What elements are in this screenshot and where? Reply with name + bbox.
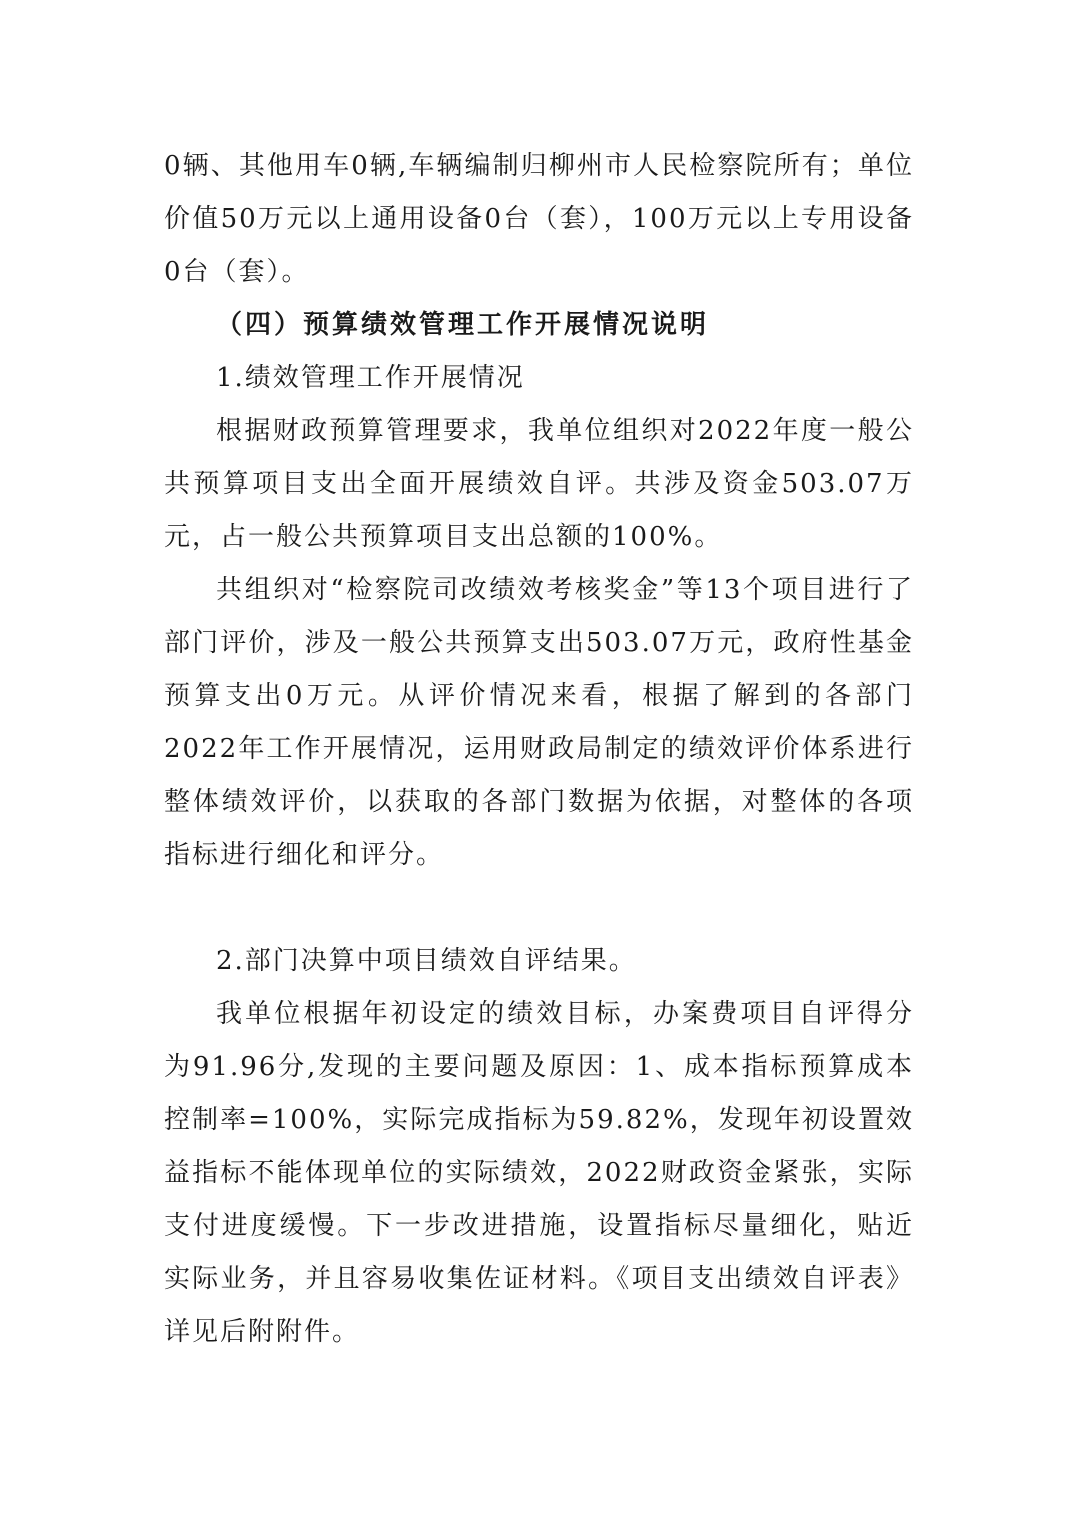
section-heading: （四）预算绩效管理工作开展情况说明 xyxy=(216,310,710,340)
subsection-1-paragraph-1: 根据财政预算管理要求，我单位组织对2022年度一般公共预算项目支出全面开展绩效自评。共涉及资金503.07万元，占一般公共预算项目支出总额的100%。 xyxy=(164,416,914,552)
subsection-2-paragraph-1: 我单位根据年初设定的绩效目标，办案费项目自评得分为91.96分,发现的主要问题及原因：1、成本指标预算成本控制率=100%，实际完成指标为59.82%，发现年初设置效益指标不能体现单位的实际绩效，2022财政资金紧张，实际支付进度缓慢。下一步改进措施，设置指标尽量细化，贴近实际业务，并且容易收集佐证材料。《项目支出绩效自评表》详见后附附件。 xyxy=(164,999,914,1347)
blank-line xyxy=(164,882,914,935)
subsection-1-paragraph-2: 共组织对“检察院司改绩效考核奖金”等13个项目进行了部门评价，涉及一般公共预算支出503.07万元，政府性基金预算支出0万元。从评价情况来看，根据了解到的各部门2022年工作开展情况，运用财政局制定的绩效评价体系进行整体绩效评价，以获取的各部门数据为依据，对整体的各项指标进行细化和评分。 xyxy=(164,575,914,870)
subsection-title-1: 1.绩效管理工作开展情况 xyxy=(216,363,525,393)
document-body xyxy=(164,140,914,1359)
continued-paragraph: 0辆、其他用车0辆,车辆编制归柳州市人民检察院所有；单位价值50万元以上通用设备0台（套），100万元以上专用设备0台（套）。 xyxy=(164,151,914,287)
subsection-title-2: 2.部门决算中项目绩效自评结果。 xyxy=(216,946,637,976)
